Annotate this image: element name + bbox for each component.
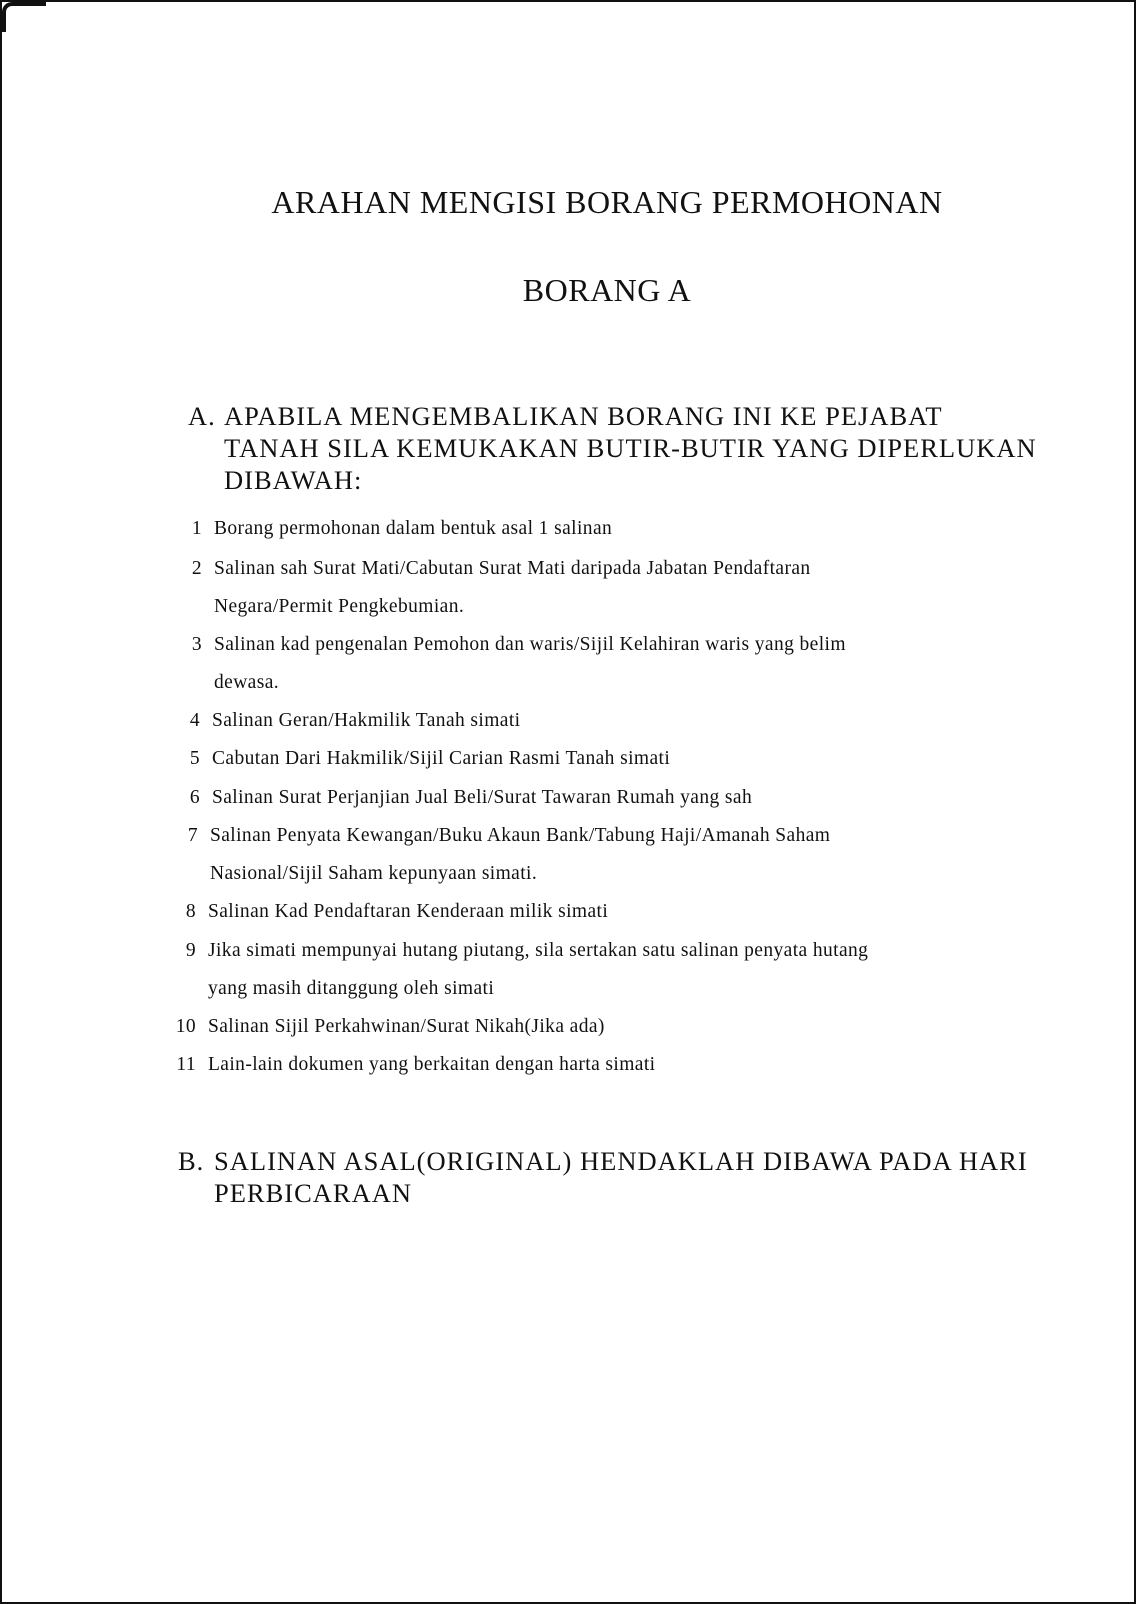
list-item-8 xyxy=(168,893,608,931)
list-item-6 xyxy=(172,779,752,817)
section-a-heading-line-3: DIBAWAH: xyxy=(224,465,363,495)
list-item-number: 11 xyxy=(176,1054,196,1075)
section-b-heading-line-2: PERBICARAAN xyxy=(214,1178,413,1208)
list-item-3 xyxy=(174,626,846,702)
list-item-text: Salinan Surat Perjanjian Jual Beli/Surat Tawaran Rumah yang sah xyxy=(212,787,753,808)
list-item-9 xyxy=(168,932,868,1008)
list-item-text: Borang permohonan dalam bentuk asal 1 salinan xyxy=(214,518,613,539)
section-a-letter: A. xyxy=(188,401,216,431)
list-item-text-continued: Negara/Permit Pengkebumian. xyxy=(214,596,465,617)
list-item-text: Cabutan Dari Hakmilik/Sijil Carian Rasmi Tanah simati xyxy=(212,748,671,769)
section-a-heading-line-2: TANAH SILA KEMUKAKAN BUTIR-BUTIR YANG DIPERLUKAN xyxy=(224,433,1037,463)
list-item-text: Salinan sah Surat Mati/Cabutan Surat Mati daripada Jabatan Pendaftaran xyxy=(214,558,811,579)
list-item-10 xyxy=(168,1008,605,1046)
list-item-7 xyxy=(170,817,830,893)
list-item-number: 4 xyxy=(189,710,200,731)
list-item-text: Salinan Geran/Hakmilik Tanah simati xyxy=(212,710,521,731)
list-item-number: 3 xyxy=(191,634,202,655)
scan-corner-mark xyxy=(2,2,46,32)
list-item-11 xyxy=(168,1046,656,1084)
list-item-number: 2 xyxy=(191,558,202,579)
list-item-1 xyxy=(174,510,612,548)
list-item-number: 7 xyxy=(187,825,198,846)
list-item-2 xyxy=(174,550,811,626)
list-item-number: 5 xyxy=(189,748,200,769)
document-subtitle: BORANG A xyxy=(522,272,692,308)
list-item-text-continued: Nasional/Sijil Saham kepunyaan simati. xyxy=(210,863,538,884)
section-a-heading-line-1: APABILA MENGEMBALIKAN BORANG INI KE PEJABAT xyxy=(224,401,943,431)
list-item-text: Jika simati mempunyai hutang piutang, sila sertakan satu salinan penyata hutang xyxy=(208,940,869,961)
section-b-letter: B. xyxy=(178,1146,205,1176)
list-item-text: Lain-lain dokumen yang berkaitan dengan harta simati xyxy=(208,1054,656,1075)
list-item-text: Salinan Penyata Kewangan/Buku Akaun Bank/Tabung Haji/Amanah Saham xyxy=(210,825,831,846)
section-b-heading xyxy=(178,1145,1028,1209)
list-item-number: 6 xyxy=(189,787,200,808)
document-title: ARAHAN MENGISI BORANG PERMOHONAN xyxy=(271,184,943,220)
list-item-number: 10 xyxy=(175,1016,196,1037)
list-item-number: 1 xyxy=(191,518,202,539)
list-item-number: 8 xyxy=(185,901,196,922)
list-item-4 xyxy=(172,702,521,740)
list-item-text-continued: yang masih ditanggung oleh simati xyxy=(208,978,495,999)
list-item-text-continued: dewasa. xyxy=(214,672,280,693)
list-item-text: Salinan kad pengenalan Pemohon dan waris/Sijil Kelahiran waris yang belim xyxy=(214,634,846,655)
section-b-heading-line-1: SALINAN ASAL(ORIGINAL) HENDAKLAH DIBAWA PADA HARI xyxy=(214,1146,1028,1176)
list-item-text: Salinan Sijil Perkahwinan/Surat Nikah(Jika ada) xyxy=(208,1016,605,1037)
list-item-text: Salinan Kad Pendaftaran Kenderaan milik simati xyxy=(208,901,609,922)
list-item-number: 9 xyxy=(185,940,196,961)
section-a-heading xyxy=(188,400,1037,496)
list-item-5 xyxy=(172,740,670,778)
